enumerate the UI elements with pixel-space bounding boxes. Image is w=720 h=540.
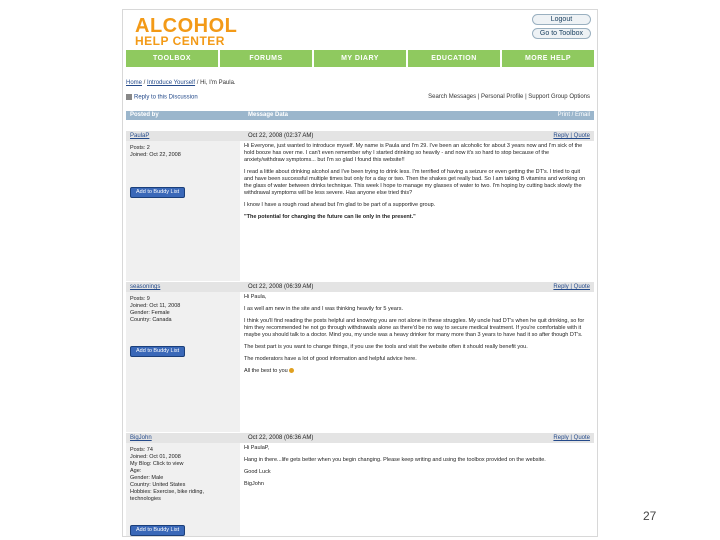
info-line: Country: Canada bbox=[130, 317, 172, 323]
breadcrumb-section[interactable]: Introduce Yourself bbox=[147, 80, 196, 86]
breadcrumb-home[interactable]: Home bbox=[126, 80, 143, 86]
top-links bbox=[532, 14, 591, 42]
logout-button[interactable]: Logout bbox=[532, 14, 591, 25]
go-to-toolbox-button[interactable]: Go to Toolbox bbox=[532, 28, 591, 39]
reply-label: Reply to this Discussion bbox=[134, 94, 198, 101]
post-author-info bbox=[126, 443, 240, 536]
discussion-options[interactable]: Search Messages | Personal Profile | Support Group Options bbox=[428, 94, 590, 100]
info-line: Age: bbox=[130, 468, 142, 474]
header-tools[interactable]: Print / Email bbox=[557, 112, 590, 118]
add-to-buddy-list-button[interactable]: Add to Buddy List bbox=[130, 187, 185, 198]
logo-line2: HELP CENTER bbox=[135, 34, 225, 48]
post-body bbox=[244, 294, 590, 380]
post-paragraph: Good Luck bbox=[244, 469, 271, 475]
logo[interactable] bbox=[135, 16, 237, 47]
info-line: Posts: 74 bbox=[130, 447, 153, 453]
nav-tab-my-diary[interactable]: MY DIARY bbox=[314, 50, 408, 67]
breadcrumb: Home / Introduce Yourself / Hi, I'm Paula. bbox=[126, 80, 236, 86]
post-date: Oct 22, 2008 (06:39 AM) bbox=[248, 284, 314, 290]
info-line: My Blog: Click to view bbox=[130, 461, 184, 467]
post-paragraph: I know I have a rough road ahead but I'm glad to be part of a supportive group. bbox=[244, 202, 436, 208]
thread-header bbox=[126, 111, 594, 120]
reply-to-discussion-link[interactable] bbox=[126, 94, 198, 101]
post-paragraph: The best part is you want to change things, if you use the tools and visit the website often it should really benefit you. bbox=[244, 344, 528, 350]
post-3 bbox=[126, 433, 594, 536]
info-line: Country: United States bbox=[130, 482, 186, 488]
reply-quote-links[interactable]: Reply | Quote bbox=[553, 133, 590, 139]
post-paragraph: I as well am new in the site and I was thinking heavily for 5 years. bbox=[244, 306, 403, 312]
reply-icon bbox=[126, 94, 132, 100]
post-closing: All the best to you bbox=[244, 368, 288, 374]
reply-quote-links[interactable]: Reply | Quote bbox=[553, 435, 590, 441]
main-nav bbox=[126, 50, 594, 67]
post-paragraph: Hang in there...life gets better when you begin changing. Please keep writing and using the toolbox provided on the website. bbox=[244, 457, 546, 463]
post-author[interactable]: BigJohn bbox=[130, 435, 152, 441]
post-bar bbox=[126, 131, 594, 141]
post-bar bbox=[126, 433, 594, 443]
nav-tab-toolbox[interactable]: TOOLBOX bbox=[126, 50, 220, 67]
header-posted-by: Posted by bbox=[130, 112, 159, 118]
post-paragraph: Hi PaulaP, bbox=[244, 445, 270, 451]
post-body bbox=[244, 445, 590, 493]
nav-tab-more-help[interactable]: MORE HELP bbox=[502, 50, 594, 67]
rose-icon bbox=[289, 368, 294, 373]
header-message: Message Data bbox=[248, 112, 289, 118]
nav-tab-forums[interactable]: FORUMS bbox=[220, 50, 314, 67]
info-line: Hobbies: Exercise, bike riding, technologies bbox=[130, 489, 204, 502]
post-author-info bbox=[126, 292, 240, 432]
forum-page-frame bbox=[122, 9, 598, 537]
info-line: Posts: 9 bbox=[130, 296, 150, 302]
add-to-buddy-list-button[interactable]: Add to Buddy List bbox=[130, 525, 185, 536]
post-paragraph: The moderators have a lot of good information and helpful advice here. bbox=[244, 356, 417, 362]
info-line: Joined: Oct 22, 2008 bbox=[130, 152, 181, 158]
logo-line1: ALCOHOL bbox=[135, 15, 238, 37]
post-author-info bbox=[126, 141, 240, 281]
post-author[interactable]: seasonings bbox=[130, 284, 161, 290]
post-paragraph: Hi Paula, bbox=[244, 294, 267, 300]
post-signature: "The potential for changing the future can lie only in the present." bbox=[244, 214, 416, 220]
info-line: Posts: 2 bbox=[130, 145, 150, 151]
info-line: Gender: Female bbox=[130, 310, 170, 316]
post-bar bbox=[126, 282, 594, 292]
info-line: Joined: Oct 11, 2008 bbox=[130, 303, 181, 309]
nav-tab-education[interactable]: EDUCATION bbox=[408, 50, 502, 67]
post-date: Oct 22, 2008 (06:36 AM) bbox=[248, 435, 314, 441]
breadcrumb-current: Hi, I'm Paula. bbox=[200, 80, 236, 86]
info-line: Joined: Oct 01, 2008 bbox=[130, 454, 181, 460]
info-line: Gender: Male bbox=[130, 475, 164, 481]
post-paragraph: I read a little about drinking alcohol and I've been trying to drink less. I'm terrified of having a seizure or even getting the DT's. I tried to quit and have been successful multiple times but only for a day or two. Then the shakes get really bad. So I am taking B vitamins and working on the glass of water between drinks technique. This week I hope to manage my glasses of water to two. I'm hoping by cutting back slowly the withdrawal symptoms will be less severe. Has anyone else tried this? bbox=[244, 169, 586, 196]
post-1 bbox=[126, 131, 594, 281]
post-paragraph: BigJohn bbox=[244, 481, 264, 487]
add-to-buddy-list-button[interactable]: Add to Buddy List bbox=[130, 346, 185, 357]
post-paragraph: I think you'll find reading the posts helpful and knowing you are not alone in these struggles. My uncle had DT's when he quit drinking, so for him they recommended he not go through withdrawals alone as there'd be no way to secure medical treatment. If you're comfortable with it maybe you should talk to a doctor. Mind you, my uncle was a heavy drinker for many more than 3 years to have had it so after though DT's. bbox=[244, 318, 585, 338]
post-body bbox=[244, 143, 590, 226]
post-date: Oct 22, 2008 (02:37 AM) bbox=[248, 133, 314, 139]
reply-quote-links[interactable]: Reply | Quote bbox=[553, 284, 590, 290]
post-2 bbox=[126, 282, 594, 432]
post-paragraph: Hi Everyone, just wanted to introduce myself. My name is Paula and I'm 29. I've been an alcoholic for about 3 years now and I'm sick of the hold booze has over me. I can't even remember why I started drinking so heavily - and now it's so hard to stop because of the anxiety/withdraw symptoms... but I'm so glad I found this website!! bbox=[244, 143, 583, 163]
post-author[interactable]: PaulaP bbox=[130, 133, 150, 139]
slide-page-number: 27 bbox=[643, 509, 657, 523]
post-paragraph bbox=[244, 368, 590, 375]
